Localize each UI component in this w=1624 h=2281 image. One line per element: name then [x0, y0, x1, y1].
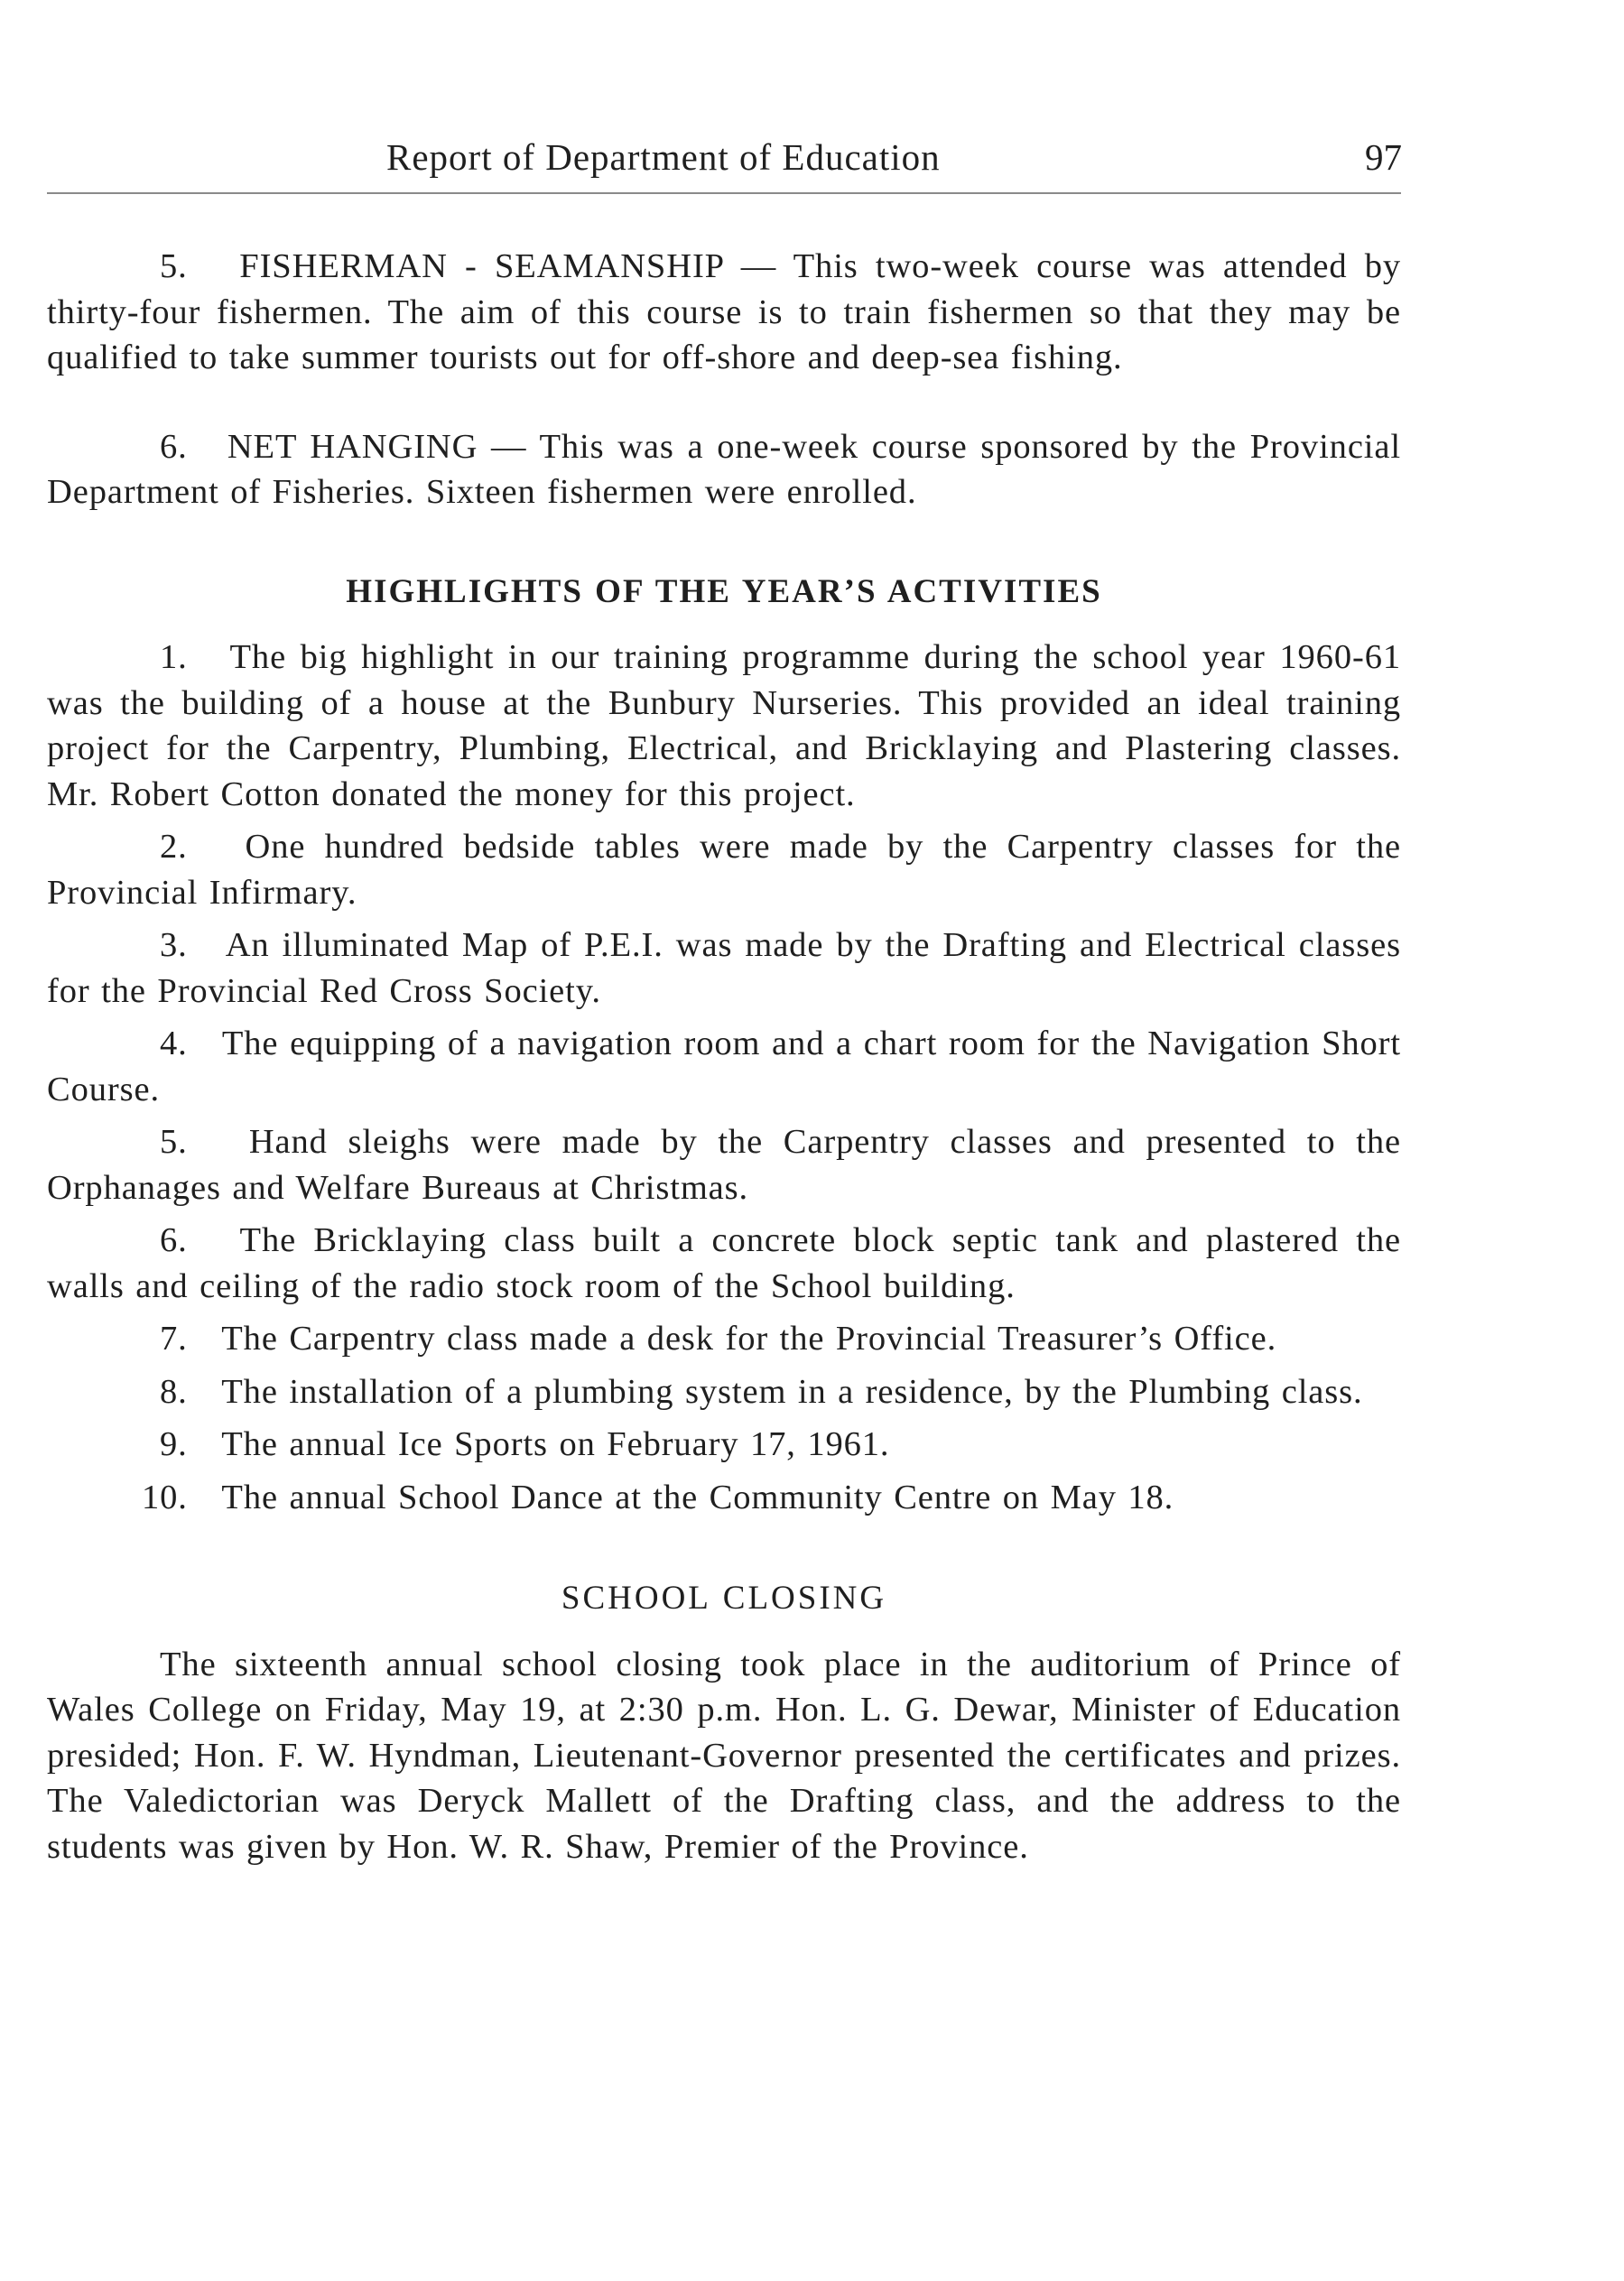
item-text: The Bricklaying class built a concrete block septic tank and plastered the walls and ceiling of the radio stock room of the School building. [47, 1221, 1402, 1305]
item-number: 8. [160, 1372, 188, 1411]
school-closing-paragraph: The sixteenth annual school closing took place in the auditorium of Prince of Wales College on Friday, May 19, at 2:30 p.m. Hon. L. G. Dewar, Minister of Education presided; Hon. F. W. Hyndman, Lieutenant-Governor presented the certificates and prizes. The Valedictorian was Deryck Mallett of the Drafting class, and the address to the students was given by Hon. W. R. Shaw, Premier of the Province. [47, 1645, 1401, 1866]
header-rule [47, 192, 1401, 194]
highlight-item [47, 923, 1401, 1014]
item-number: 3. [160, 926, 188, 964]
highlight-item [47, 1119, 1401, 1210]
item-text: The installation of a plumbing system in a residence, by the Plumbing class. [221, 1372, 1363, 1411]
body-text [47, 244, 1401, 1869]
running-header [45, 135, 1402, 190]
highlight-item [47, 1475, 1401, 1521]
item-text: An illuminated Map of P.E.I. was made by the Drafting and Electrical classes for the Provincial Red Cross Society. [47, 926, 1401, 1010]
item-number: 6. [160, 1221, 188, 1259]
running-header-title: Report of Department of Education [386, 136, 941, 178]
item-text: NET HANGING — This was a one-week course sponsored by the Provincial Department of Fisheries. Sixteen fishermen were enrolled. [47, 427, 1401, 511]
course-item-fisherman-seamanship [47, 244, 1401, 381]
item-text: The equipping of a navigation room and a chart room for the Navigation Short Course. [47, 1025, 1402, 1108]
item-number: 6. [160, 427, 188, 466]
highlight-item [47, 635, 1401, 817]
item-text: The annual Ice Sports on February 17, 1961. [221, 1425, 890, 1463]
page-number: 97 [1365, 136, 1402, 178]
item-text: Hand sleighs were made by the Carpentry classes and presented to the Orphanages and Welfare Bureaus at Christmas. [47, 1123, 1402, 1207]
item-number: 1. [160, 638, 188, 676]
item-text: The big highlight in our training programme during the school year 1960-61 was the building of a house at the Bunbury Nurseries. This provided an ideal training project for the Carpentry, Plumbing, Electrical, and Bricklaying and Plastering classes. Mr. Robert Cotton donated the money for this project. [47, 638, 1401, 813]
item-text: The annual School Dance at the Community Centre on May 18. [221, 1478, 1174, 1516]
section-heading-highlights: HIGHLIGHTS OF THE YEAR’S ACTIVITIES [346, 572, 1102, 610]
item-text: FISHERMAN - SEAMANSHIP — This two-week course was attended by thirty-four fishermen. The aim of this course is to train fishermen so that they may be qualified to take summer tourists out for off-shore and deep-sea fishing. [47, 247, 1401, 376]
item-number: 5. [160, 247, 188, 285]
highlight-item [47, 1369, 1401, 1415]
highlight-item [47, 1218, 1401, 1309]
item-number: 4. [160, 1025, 188, 1062]
item-number: 10. [142, 1478, 188, 1516]
item-number: 2. [160, 828, 188, 866]
highlight-item [47, 1021, 1401, 1112]
highlight-item [47, 1316, 1401, 1362]
course-item-net-hanging [47, 424, 1401, 515]
item-text: The Carpentry class made a desk for the Provincial Treasurer’s Office. [221, 1320, 1277, 1358]
highlight-item [47, 1422, 1401, 1468]
item-number: 9. [160, 1425, 188, 1463]
item-text: One hundred bedside tables were made by the Carpentry classes for the Provincial Infirmary. [47, 828, 1401, 912]
section-heading-school-closing: SCHOOL CLOSING [561, 1580, 887, 1617]
item-number: 7. [160, 1320, 188, 1358]
highlight-item [47, 824, 1401, 915]
item-number: 5. [160, 1123, 188, 1161]
